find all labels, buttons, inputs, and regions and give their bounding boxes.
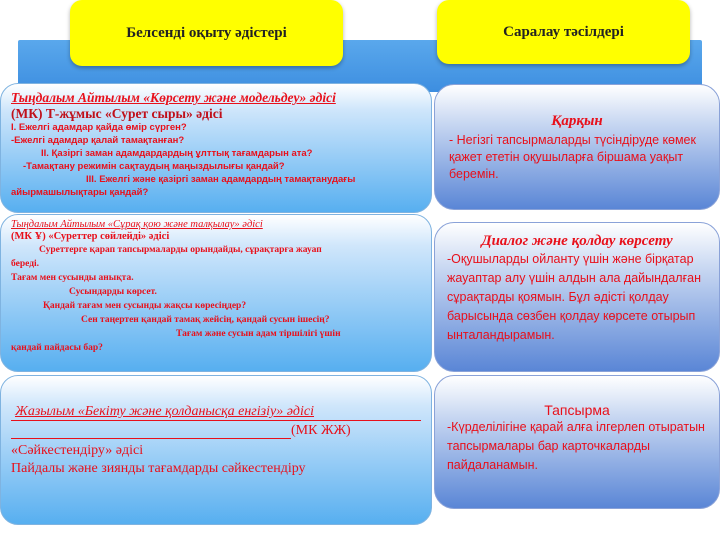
box1-title: Тыңдалым Айтылым «Көрсету және модельдеу» әдісі <box>11 90 336 105</box>
task-title: Тапсырма <box>544 402 610 418</box>
text-line: қандай пайдасы бар? <box>11 343 103 354</box>
task-text: -Күрделілігіне қарай алға ілгерлеп отыратын тапсырмалары бар карточкаларды пайдаланамын. <box>447 420 705 472</box>
box2-subtitle: (МК Ұ) «Суреттер сөйлейді» әдісі <box>11 231 170 243</box>
box3-title: Жазылым «Бекіту және қолданысқа енгізіу» әдісі <box>11 404 421 421</box>
listening-speaking-box-2 <box>0 214 432 372</box>
text-line: Сусындарды көрсет. <box>69 287 157 298</box>
text-line: Сен таңертен қандай тамақ жейсің, қандай сусын ішесің? <box>81 315 330 326</box>
box1-subtitle: (МК) Т-жұмыс «Сурет сыры» әдісі <box>11 105 223 121</box>
box3-code: (МК ЖЖ) <box>291 423 351 438</box>
question-line: -Ежелгі адамдар қалай тамақтанған? <box>11 135 185 147</box>
text-line: Суреттерге қарап тапсырмаларды орындайды, сұрақтарға жауап <box>39 245 322 256</box>
differentiation-header: Саралау тәсілдері <box>437 0 690 64</box>
pace-title: Қарқын <box>551 113 603 129</box>
box3-task: Пайдалы және зиянды тағамдарды сәйкестендіру <box>11 461 306 476</box>
box3-method: «Сәйкестендіру» әдісі <box>11 443 144 458</box>
text-line: Қандай тағам мен сусынды жақсы көресіңдер? <box>43 301 247 312</box>
dialogue-text: -Оқушыларды ойланту үшін және бірқатар жауаптар алу үшін алдын ала дайындалған сұрақтарды қоямын. Бұл әдісті қолдау барысында сөзбен қолдау көрсете отырып ынталандырамын. <box>447 252 702 342</box>
box2-title: Тыңдалым Айтылым «Сұрақ қою және талқылау» әдісі <box>11 219 263 230</box>
text-line: Тағам және сусын адам тіршілігі үшін <box>176 329 341 340</box>
question-line: I. Ежелгі адамдар қайда өмір сүрген? <box>11 122 187 134</box>
question-line: II. Қазіргі заман адамдардардың ұлттық тағамдарын ата? <box>41 148 313 160</box>
question-line: III. Ежелгі және қазіргі заман адамдардың тамақтанудағы <box>86 174 356 186</box>
dialogue-box <box>434 222 720 372</box>
active-methods-header: Белсенді оқыту әдістері <box>70 0 343 66</box>
pace-box <box>434 84 720 210</box>
text-line: Тағам мен сусынды анықта. <box>11 273 134 284</box>
pace-text: - Негізгі тапсырмаларды түсіндіруде көмек қажет ететін оқушыларға біршама уақыт беремін. <box>449 133 696 181</box>
listening-speaking-box-1 <box>0 83 432 213</box>
text-line: береді. <box>11 259 40 270</box>
writing-box <box>0 375 432 525</box>
dialogue-title: Диалог және қолдау көрсету <box>481 233 673 249</box>
question-line: -Тамақтану режимін сақтаудың маңыздылығы қандай? <box>23 161 285 173</box>
question-line: айырмашылықтары қандай? <box>11 187 149 199</box>
task-box <box>434 375 720 509</box>
